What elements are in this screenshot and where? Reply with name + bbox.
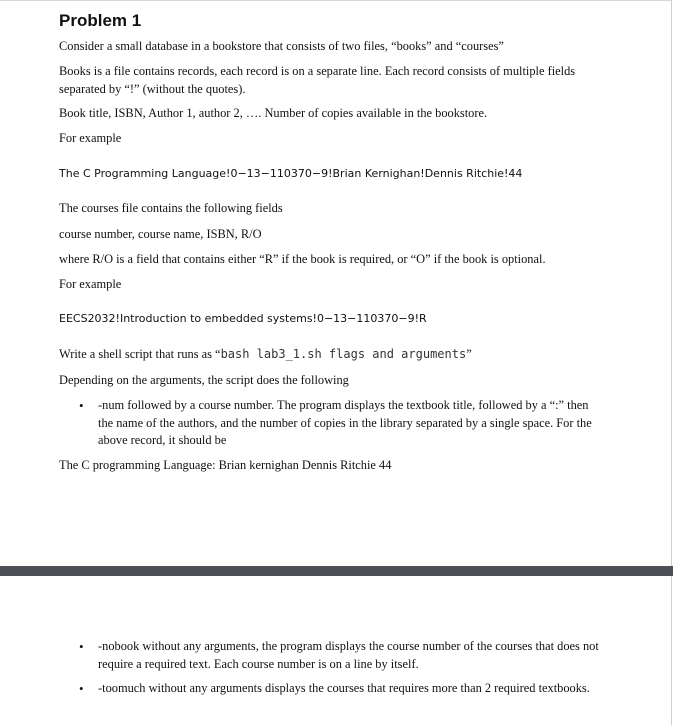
- script-usage-prefix: Write a shell script that runs as “: [59, 347, 221, 361]
- courses-fields: course number, course name, ISBN, R/O: [59, 227, 262, 241]
- script-usage-suffix: ”: [466, 347, 472, 361]
- page-separator: [0, 566, 673, 576]
- for-example-label-2: For example: [59, 277, 122, 291]
- courses-example-record: EECS2032!Introduction to embedded systems!0−13−110370−9!R: [59, 312, 427, 325]
- problem-title: Problem 1: [59, 11, 142, 30]
- nobook-flag-bullet: -nobook without any arguments, the program displays the course number of the courses that does not require a required text. Each course number is on a line by itself.: [98, 639, 599, 671]
- toomuch-flag-bullet: -toomuch without any arguments displays the courses that requires more than 2 required textbooks.: [98, 681, 590, 695]
- ro-description: where R/O is a field that contains either “R” if the book is required, or “O” if the book is optional.: [59, 252, 546, 266]
- books-description: Books is a file contains records, each record is on a separate line. Each record consists of multiple fields separated by “!” (without the quotes).: [59, 64, 576, 96]
- bullet-symbol: •: [79, 639, 84, 654]
- document-page-2: [0, 576, 672, 725]
- example-output-line: The C programming Language: Brian kernighan Dennis Ritchie 44: [59, 458, 392, 472]
- script-command: bash lab3_1.sh flags and arguments: [220, 347, 467, 361]
- depending-paragraph: Depending on the arguments, the script does the following: [59, 373, 349, 387]
- bullet-symbol: •: [79, 398, 84, 413]
- script-usage: [59, 346, 659, 364]
- books-example-record: The C Programming Language!0−13−110370−9!Brian Kernighan!Dennis Ritchie!44: [59, 167, 523, 180]
- num-flag-bullet: -num followed by a course number. The program displays the textbook title, followed by a “:” then the name of the authors, and the number of copies in the library separated by a single space. For the above record, it should be: [98, 398, 592, 447]
- courses-description: The courses file contains the following fields: [59, 201, 283, 215]
- books-fields: Book title, ISBN, Author 1, author 2, …. Number of copies available in the bookstore.: [59, 106, 488, 120]
- bullet-symbol: •: [79, 681, 84, 696]
- for-example-label-1: For example: [59, 131, 122, 145]
- intro-paragraph: Consider a small database in a bookstore that consists of two files, “books” and “courses”: [59, 39, 504, 53]
